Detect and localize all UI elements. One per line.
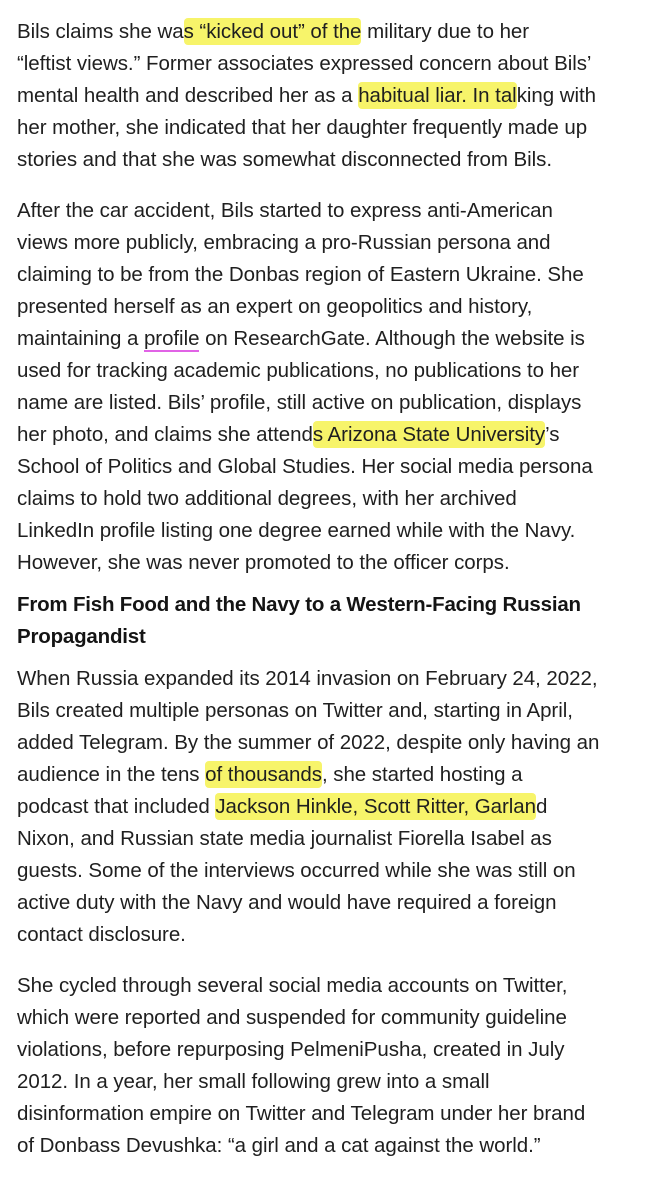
text-run: king with <box>516 84 596 107</box>
text-line: However, she was never promoted to the officer corps. <box>17 551 510 574</box>
text-run: podcast that included <box>17 795 216 818</box>
heading-line: Propagandist <box>17 625 146 648</box>
text-line: name are listed. Bils’ profile, still active on publication, displays <box>17 391 582 414</box>
highlighted-text: habitual liar. In tal <box>358 84 517 107</box>
text-line: After the car accident, Bils started to express anti-American <box>17 199 553 222</box>
text-run: military due to her <box>361 20 530 43</box>
article-body <box>17 16 639 1162</box>
text-line: active duty with the Navy and would have required a foreign <box>17 891 557 914</box>
text-line <box>17 80 639 112</box>
text-line: which were reported and suspended for community guideline <box>17 1006 567 1029</box>
heading-line: From Fish Food and the Navy to a Western-Facing Russian <box>17 593 581 616</box>
highlighted-text: of thousands <box>205 763 322 786</box>
text-line: When Russia expanded its 2014 invasion on February 24, 2022, <box>17 667 598 690</box>
profile-link[interactable]: profile <box>143 327 200 350</box>
text-run: Bils claims she wa <box>17 20 184 43</box>
text-run: ’s <box>545 423 560 446</box>
text-line: 2012. In a year, her small following grew into a small <box>17 1070 490 1093</box>
text-line <box>17 759 639 791</box>
section-heading <box>17 589 639 653</box>
text-line: LinkedIn profile listing one degree earned while with the Navy. <box>17 519 576 542</box>
text-line <box>17 323 639 355</box>
paragraph-2 <box>17 195 639 579</box>
text-line: her mother, she indicated that her daughter frequently made up <box>17 116 588 139</box>
highlighted-text: s “kicked out” of the <box>183 20 362 43</box>
text-line: of Donbass Devushka: “a girl and a cat against the world.” <box>17 1134 541 1157</box>
text-run: on ResearchGate. Although the website is <box>199 327 585 350</box>
text-run: maintaining a <box>17 327 144 350</box>
text-line <box>17 16 639 48</box>
text-line: stories and that she was somewhat disconnected from Bils. <box>17 148 552 171</box>
text-run: her photo, and claims she attend <box>17 423 313 446</box>
highlighted-text: Jackson Hinkle, Scott Ritter, Garlan <box>215 795 536 818</box>
text-line: used for tracking academic publications, no publications to her <box>17 359 580 382</box>
text-line: violations, before repurposing PelmeniPusha, created in July <box>17 1038 565 1061</box>
text-line: Nixon, and Russian state media journalist Fiorella Isabel as <box>17 827 552 850</box>
text-run: audience in the tens <box>17 763 206 786</box>
text-line: added Telegram. By the summer of 2022, despite only having an <box>17 731 600 754</box>
text-line <box>17 419 639 451</box>
text-line: She cycled through several social media accounts on Twitter, <box>17 974 568 997</box>
text-line: claims to hold two additional degrees, with her archived <box>17 487 517 510</box>
text-line: views more publicly, embracing a pro-Russian persona and <box>17 231 551 254</box>
text-line: contact disclosure. <box>17 923 186 946</box>
text-line: “leftist views.” Former associates expressed concern about Bils’ <box>17 52 592 75</box>
text-line: Bils created multiple personas on Twitter and, starting in April, <box>17 699 573 722</box>
text-line: presented herself as an expert on geopolitics and history, <box>17 295 533 318</box>
paragraph-3 <box>17 663 639 951</box>
text-line: disinformation empire on Twitter and Telegram under her brand <box>17 1102 586 1125</box>
text-run: mental health and described her as a <box>17 84 359 107</box>
text-line <box>17 791 639 823</box>
paragraph-4 <box>17 970 639 1162</box>
text-line: claiming to be from the Donbas region of Eastern Ukraine. She <box>17 263 584 286</box>
text-run: d <box>536 795 548 818</box>
highlighted-text: s Arizona State University <box>312 423 546 446</box>
text-line: School of Politics and Global Studies. Her social media persona <box>17 455 593 478</box>
text-line: guests. Some of the interviews occurred while she was still on <box>17 859 576 882</box>
paragraph-1 <box>17 16 639 176</box>
text-run: , she started hosting a <box>321 763 523 786</box>
